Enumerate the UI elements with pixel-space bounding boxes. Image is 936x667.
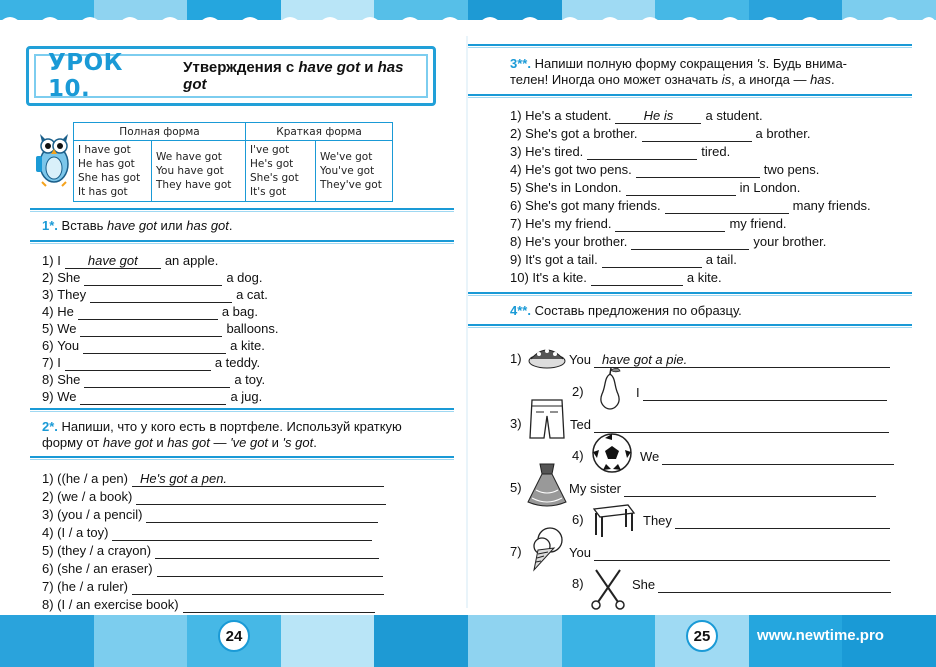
row-tail: a kite. — [686, 270, 722, 285]
row-subject: I — [57, 253, 61, 268]
row-number: 5) — [42, 321, 54, 336]
row-number: 1) — [510, 351, 522, 366]
answer-blank[interactable] — [626, 181, 736, 196]
row-prompt: 8) (I / an exercise book) — [42, 597, 179, 612]
row-sentence: 9) It's got a tail. — [510, 252, 598, 267]
exercise-row — [42, 470, 388, 487]
row-prompt: 3) (you / a pencil) — [42, 507, 143, 522]
row-tail: two pens. — [763, 162, 820, 177]
dress-icon — [526, 462, 568, 508]
answer-blank[interactable] — [642, 127, 752, 142]
answer-blank[interactable] — [665, 199, 789, 214]
lesson-title: Утверждения с have got и has got — [183, 59, 404, 93]
answer-blank[interactable] — [636, 163, 760, 178]
row-number: 7) — [42, 355, 54, 370]
row-number: 6) — [42, 338, 54, 353]
row-sentence: 10) It's a kite. — [510, 270, 587, 285]
row-subject: We — [57, 321, 77, 336]
exercise-row — [42, 506, 382, 523]
exercise-row — [510, 125, 810, 142]
exercise-row — [42, 320, 279, 337]
exercise-row — [510, 161, 819, 178]
answer-blank[interactable] — [591, 271, 683, 286]
exercise-row — [42, 371, 265, 388]
row-subject: She — [57, 270, 81, 285]
exercise-row — [42, 388, 262, 405]
answer-blank[interactable] — [631, 235, 749, 250]
row-subject: They — [643, 513, 672, 528]
row-subject: She — [632, 577, 656, 592]
task1-heading: 1*. Вставь have got или has got. — [42, 218, 233, 233]
lesson-number: УРОК 10. — [48, 50, 123, 102]
answer-blank[interactable]: have got — [65, 254, 161, 269]
task3-divider — [468, 44, 912, 48]
exercise-row — [42, 354, 260, 371]
pie-icon — [527, 343, 567, 371]
row-subject: You — [569, 545, 591, 560]
row-tail: your brother. — [753, 234, 827, 249]
exercise-row — [42, 252, 218, 269]
row-subject: Ted — [570, 417, 591, 432]
row-number: 5) — [510, 480, 522, 495]
grammar-table — [73, 122, 393, 202]
row-object: a toy. — [234, 372, 266, 387]
page-number-right: 25 — [686, 620, 718, 652]
task2-divider — [30, 408, 454, 412]
exercise-row — [42, 303, 258, 320]
answer-blank[interactable] — [658, 578, 891, 593]
answer-blank[interactable]: He is — [615, 109, 701, 124]
row-tail: a student. — [705, 108, 763, 123]
pear-icon — [596, 366, 624, 410]
row-sentence: 7) He's my friend. — [510, 216, 612, 231]
ice-cream-icon — [528, 526, 566, 572]
answer-blank[interactable] — [157, 562, 383, 577]
row-number: 4) — [572, 448, 584, 463]
scissors-icon — [588, 566, 628, 610]
full-plural-cell: We have got You have got They have got — [152, 141, 246, 202]
row-number: 2) — [572, 384, 584, 399]
task2-heading: 2*. Напиши, что у кого есть в портфеле. Используй краткую форму от have got и has got — 've got и 's got. — [42, 419, 402, 450]
row-sentence: 2) She's got a brother. — [510, 126, 638, 141]
row-number: 8) — [42, 372, 54, 387]
table-header-short: Краткая форма — [246, 123, 393, 141]
row-subject: You — [57, 338, 80, 353]
row-number: 3) — [510, 416, 522, 431]
row-subject: I — [57, 355, 61, 370]
row-object: a cat. — [236, 287, 268, 302]
answer-blank[interactable] — [615, 217, 725, 232]
task2-divider-bottom — [30, 456, 454, 460]
row-sentence: 5) She's in London. — [510, 180, 622, 195]
row-tail: my friend. — [729, 216, 787, 231]
row-subject: He — [57, 304, 74, 319]
exercise-row — [569, 544, 894, 561]
short-plural-cell: We've got You've got They've got — [316, 141, 393, 202]
exercise-row — [42, 286, 268, 303]
row-subject: I — [636, 385, 640, 400]
answer-blank[interactable] — [624, 482, 876, 497]
row-prompt: 4) (I / a toy) — [42, 525, 109, 540]
answer-blank[interactable] — [84, 373, 230, 388]
answer-blank[interactable] — [155, 544, 379, 559]
exercise-row — [510, 107, 763, 124]
answer-blank[interactable] — [90, 288, 232, 303]
row-prompt: 2) (we / a book) — [42, 489, 133, 504]
exercise-row — [632, 576, 895, 593]
exercise-row — [42, 560, 387, 577]
table-icon — [588, 503, 636, 539]
exercise-row — [42, 269, 262, 286]
exercise-row — [640, 448, 898, 465]
task1-divider-bottom — [30, 240, 454, 244]
football-icon — [591, 432, 633, 474]
row-tail: a brother. — [755, 126, 811, 141]
row-sentence: 6) She's got many friends. — [510, 198, 661, 213]
answer-blank[interactable] — [78, 305, 218, 320]
task1-divider — [30, 208, 454, 212]
row-subject: You — [569, 352, 591, 367]
exercise-row — [510, 143, 730, 160]
answer-blank[interactable] — [112, 526, 372, 541]
short-singular-cell: I've got He's got She's got It's got — [246, 141, 316, 202]
exercise-row — [510, 197, 871, 214]
answer-blank[interactable] — [146, 508, 378, 523]
exercise-row — [569, 480, 880, 497]
wavy-edge — [0, 10, 936, 34]
answer-blank[interactable] — [136, 490, 386, 505]
row-number: 8) — [572, 576, 584, 591]
row-number: 6) — [572, 512, 584, 527]
exercise-row — [42, 524, 376, 541]
row-sentence: 8) He's your brother. — [510, 234, 628, 249]
row-sentence: 4) He's got two pens. — [510, 162, 632, 177]
exercise-row — [42, 596, 379, 613]
task3-divider-bottom — [468, 94, 912, 98]
task4-divider — [468, 292, 912, 296]
task4-divider-bottom — [468, 324, 912, 328]
page-number-left: 24 — [218, 620, 250, 652]
table-header-full: Полная форма — [74, 123, 246, 141]
answer-blank[interactable] — [84, 271, 222, 286]
answer-blank[interactable] — [83, 339, 226, 354]
row-tail: in London. — [739, 180, 801, 195]
answer-blank[interactable] — [594, 546, 890, 561]
owl-mascot-icon — [32, 126, 76, 188]
exercise-row — [510, 215, 787, 232]
row-object: an apple. — [164, 253, 219, 268]
row-subject: We — [640, 449, 660, 464]
exercise-row — [42, 488, 390, 505]
row-number: 4) — [42, 304, 54, 319]
row-number: 3) — [42, 287, 54, 302]
answer-blank[interactable] — [662, 450, 894, 465]
row-object: a bag. — [221, 304, 258, 319]
row-subject: They — [57, 287, 87, 302]
answer-blank[interactable] — [65, 356, 211, 371]
row-object: a jug. — [230, 389, 263, 404]
answer-blank[interactable] — [80, 390, 226, 405]
row-number: 9) — [42, 389, 54, 404]
exercise-row — [510, 269, 722, 286]
row-tail: many friends. — [792, 198, 871, 213]
row-tail: a tail. — [705, 252, 737, 267]
task3-heading: 3**. Напиши полную форму сокращения 's. Будь внима- телен! Иногда оно может означать is, а иногда — has. — [510, 56, 848, 87]
answer-blank[interactable] — [132, 580, 384, 595]
exercise-row — [510, 233, 826, 250]
row-subject: She — [57, 372, 81, 387]
row-object: a teddy. — [214, 355, 261, 370]
row-object: balloons. — [226, 321, 279, 336]
row-object: a dog. — [226, 270, 263, 285]
answer-blank[interactable] — [80, 322, 222, 337]
lesson-banner — [26, 46, 436, 106]
exercise-row — [570, 416, 893, 433]
row-number: 7) — [510, 544, 522, 559]
row-tail: tired. — [701, 144, 731, 159]
row-number: 1) — [42, 253, 54, 268]
answer-blank[interactable] — [183, 598, 375, 613]
answer-blank[interactable]: He's got a pen. — [132, 472, 384, 487]
exercise-row — [42, 542, 383, 559]
exercise-row — [510, 179, 800, 196]
answer-blank[interactable] — [602, 253, 702, 268]
exercise-row — [42, 578, 388, 595]
task4-heading: 4**. Составь предложения по образцу. — [510, 303, 742, 318]
row-object: a kite. — [230, 338, 265, 353]
row-prompt: 5) (they / a crayon) — [42, 543, 152, 558]
shorts-icon — [528, 398, 566, 440]
answer-blank[interactable]: have got a pie. — [594, 353, 890, 368]
row-prompt: 6) (she / an eraser) — [42, 561, 153, 576]
exercise-row — [42, 337, 265, 354]
answer-blank[interactable] — [587, 145, 697, 160]
exercise-row — [643, 512, 894, 529]
answer-blank[interactable] — [594, 418, 889, 433]
row-prompt: 7) (he / a ruler) — [42, 579, 128, 594]
row-number: 2) — [42, 270, 54, 285]
book-spine — [466, 36, 468, 608]
website-link[interactable]: www.newtime.pro — [757, 627, 884, 644]
row-prompt: 1) ((he / a pen) — [42, 471, 128, 486]
row-sentence: 3) He's tired. — [510, 144, 584, 159]
full-singular-cell: I have got He has got She has got It has got — [74, 141, 152, 202]
answer-blank[interactable] — [675, 514, 890, 529]
answer-blank[interactable] — [643, 386, 887, 401]
row-sentence: 1) He's a student. — [510, 108, 612, 123]
row-subject: My sister — [569, 481, 621, 496]
row-subject: We — [57, 389, 77, 404]
exercise-row — [510, 251, 737, 268]
exercise-row — [636, 384, 891, 401]
